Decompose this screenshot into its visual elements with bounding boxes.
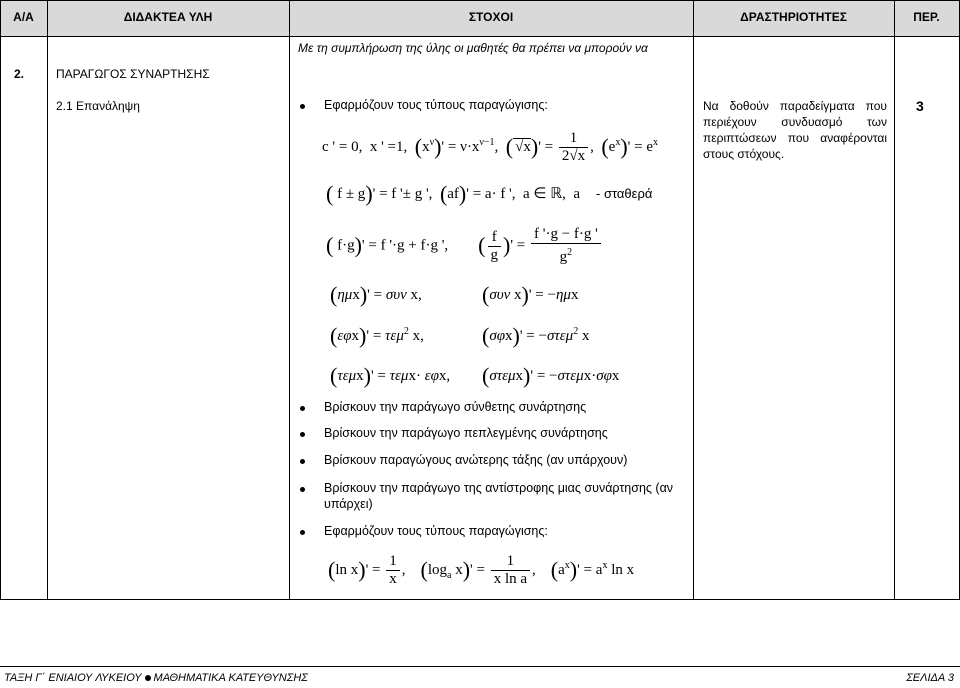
section-number: 2. [14, 67, 25, 81]
header-divider [0, 36, 960, 37]
grid-line [693, 0, 694, 600]
bullet-dot-icon [145, 675, 151, 681]
goal-apply-formulas-2: Εφαρμόζουν τους τύπους παραγώγισης: [324, 524, 548, 538]
subsection-title: 2.1 Επανάληψη [56, 99, 140, 113]
table-border-bottom [0, 599, 960, 600]
periods-value: 3 [916, 98, 924, 114]
bullet [300, 459, 305, 464]
grid-line [894, 0, 895, 600]
constant-note: - σταθερά [596, 186, 653, 201]
formula-cot-derivative: (σφx)' = −στεμ$^2$ x [482, 323, 590, 348]
grid-line [47, 0, 48, 600]
bullet [300, 487, 305, 492]
formula-csc-derivative: (στεμx)' = −στεμx·σφx [482, 363, 620, 388]
footer-left [4, 672, 308, 684]
footer-subject: ΜΑΘΗΜΑΤΙΚΑ ΚΑΤΕΥΘΥΝΣΗΣ [153, 672, 308, 684]
header-periods: ΠΕΡ. [913, 10, 940, 24]
formula-cos-derivative: (συν x)' = −ημx [482, 282, 579, 307]
goal-inverse-derivative: Βρίσκουν την παράγωγο της αντίστροφης μιας συνάρτησης (αν υπάρχει) [324, 481, 674, 511]
formula-product-quotient: ( f·g)' = f '·g + f·g ', ( $\frac{f}{g}$ )' = $\frac{f '\cdot g - f\cdot g '}{g^2}$ [326, 226, 603, 266]
goal-implicit-derivative: Βρίσκουν την παράγωγο πεπλεγμένης συνάρτησης [324, 426, 608, 440]
goal-apply-formulas: Εφαρμόζουν τους τύπους παραγώγισης: [324, 98, 548, 112]
formula-sum-scalar: ( f ± g)' = f '± g ', (af)' = a· f ', a ∈ ℝ, a [326, 181, 581, 206]
grid-line [289, 0, 290, 600]
grid-line [0, 0, 1, 600]
bullet [300, 406, 305, 411]
formula-tan-derivative: (εφx)' = τεμ$^2$ x, [330, 323, 424, 348]
table-border-top [0, 0, 960, 1]
formula-sin-derivative: (ημx)' = συν x, [330, 282, 422, 307]
bullet [300, 530, 305, 535]
header-aa: Α/Α [13, 10, 34, 24]
footer-page: ΣΕΛΙΔΑ 3 [906, 672, 954, 684]
header-goals: ΣΤΟΧΟΙ [468, 10, 514, 24]
header-activities: ΔΡΑΣΤΗΡΙΟΤΗΤΕΣ [740, 10, 847, 24]
goal-composite-derivative: Βρίσκουν την παράγωγο σύνθετης συνάρτησης [324, 400, 587, 414]
footer-line [0, 666, 960, 667]
header-syllabus: ΔΙΔΑΚΤΕΑ ΥΛΗ [123, 10, 213, 24]
section-title: ΠΑΡΑΓΩΓΟΣ ΣΥΝΑΡΤΗΣΗΣ [56, 67, 210, 81]
activities-text: Να δοθούν παραδείγματα που περιέχουν συνδυασμό των περιπτώσεων που αναφέρονται στους στόχους. [703, 99, 887, 161]
bullet [300, 104, 305, 109]
formula-log-exp: (ln x)' = $\frac{1}{x}$ , ($\log_a$ x)' = $\frac{1}{\text{x ln a}}$ , $(a^x)' = a^x$ ln x [328, 553, 635, 587]
formula-basic-derivatives: c ' = 0, x ' =1, $(x^\nu)' = \nu\cdot x^{\nu-1}$, ( √x)' = $\frac{1}{2√x}$ , $(e^x)' = e^x$ [322, 130, 658, 164]
formula-sec-derivative: (τεμx)' = τεμx· εφx, [330, 363, 451, 388]
bullet [300, 432, 305, 437]
goals-intro: Με τη συμπλήρωση της ύλης οι μαθητές θα πρέπει να μπορούν να [298, 41, 648, 55]
goal-higher-order: Βρίσκουν παραγώγους ανώτερης τάξης (αν υπάρχουν) [324, 453, 628, 467]
footer-class: ΤΑΞΗ Γ΄ ΕΝΙΑΙΟΥ ΛΥΚΕΙΟΥ [4, 672, 142, 684]
